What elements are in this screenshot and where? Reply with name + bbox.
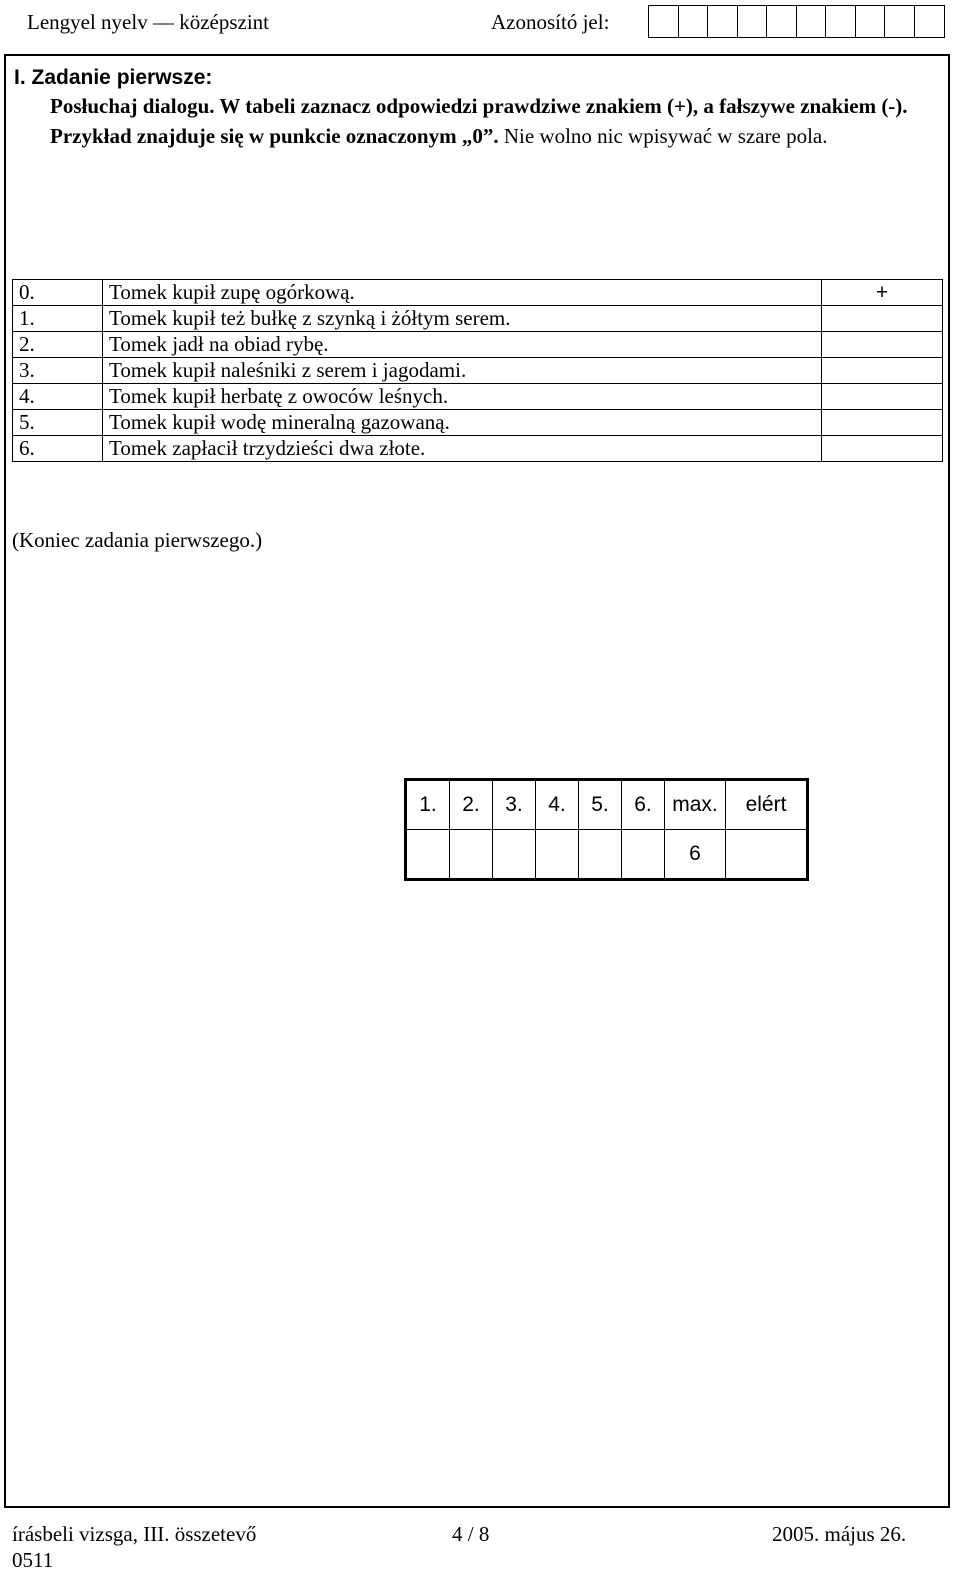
id-box[interactable] (885, 6, 915, 37)
statement-number: 1. (13, 306, 103, 332)
statement-row (13, 358, 943, 384)
id-box[interactable] (679, 6, 709, 37)
score-cell[interactable] (536, 830, 579, 880)
score-cell[interactable] (450, 830, 493, 880)
statement-answer[interactable] (822, 384, 943, 410)
statement-answer[interactable] (822, 410, 943, 436)
statement-row (13, 436, 943, 462)
score-header: 2. (450, 780, 493, 830)
id-box[interactable] (708, 6, 738, 37)
id-box[interactable] (649, 6, 679, 37)
footer-code: 0511 (12, 1548, 54, 1572)
statement-number: 0. (13, 280, 103, 306)
footer-page: 4 / 8 (452, 1522, 490, 1546)
id-box[interactable] (767, 6, 797, 37)
id-boxes (648, 5, 945, 38)
score-table (404, 778, 809, 881)
statement-answer[interactable] (822, 306, 943, 332)
id-box[interactable] (797, 6, 827, 37)
statement-text: Tomek zapłacił trzydzieści dwa złote. (103, 436, 822, 462)
statement-row (13, 410, 943, 436)
score-header: 6. (622, 780, 665, 830)
id-box[interactable] (826, 6, 856, 37)
id-box[interactable] (856, 6, 886, 37)
statement-answer[interactable] (822, 332, 943, 358)
statements-table (12, 279, 943, 462)
header-subject: Lengyel nyelv — középszint (27, 10, 270, 34)
statement-text: Tomek kupił herbatę z owoców leśnych. (103, 384, 822, 410)
statement-text: Tomek kupił zupę ogórkową. (103, 280, 822, 306)
score-cell[interactable] (579, 830, 622, 880)
score-cell[interactable]: 6 (665, 830, 726, 880)
score-header: 5. (579, 780, 622, 830)
score-header: max. (665, 780, 726, 830)
statement-row (13, 280, 943, 306)
statement-text: Tomek kupił naleśniki z serem i jagodami. (103, 358, 822, 384)
statement-number: 3. (13, 358, 103, 384)
statement-number: 6. (13, 436, 103, 462)
end-note: (Koniec zadania pierwszego.) (12, 528, 263, 552)
task-title: I. Zadanie pierwsze: (14, 66, 213, 89)
statement-row (13, 306, 943, 332)
id-box[interactable] (915, 6, 945, 37)
statement-text: Tomek kupił też bułkę z szynką i żółtym serem. (103, 306, 822, 332)
statement-number: 4. (13, 384, 103, 410)
score-cell[interactable] (406, 830, 450, 880)
statement-text: Tomek jadł na obiad rybę. (103, 332, 822, 358)
score-cell[interactable] (493, 830, 536, 880)
task-instruction (50, 91, 930, 151)
header-id-label: Azonosító jel: (491, 10, 610, 34)
id-box[interactable] (738, 6, 768, 37)
statement-row (13, 384, 943, 410)
instruction-normal: Nie wolno nic wpisywać w szare pola. (498, 124, 828, 148)
statement-answer[interactable]: + (822, 280, 943, 306)
statement-answer[interactable] (822, 436, 943, 462)
score-cell[interactable] (726, 830, 808, 880)
statement-answer[interactable] (822, 358, 943, 384)
score-header: 4. (536, 780, 579, 830)
score-header: 3. (493, 780, 536, 830)
score-header: 1. (406, 780, 450, 830)
statement-number: 5. (13, 410, 103, 436)
instruction-bold: Posłuchaj dialogu. W tabeli zaznacz odpowiedzi prawdziwe znakiem (+), a fałszywe znakiem (-). Przykład znajduje się w punkcie oznaczonym „0”. (50, 94, 908, 148)
statement-number: 2. (13, 332, 103, 358)
score-cell[interactable] (622, 830, 665, 880)
score-header: elért (726, 780, 808, 830)
statement-text: Tomek kupił wodę mineralną gazowaną. (103, 410, 822, 436)
footer-exam: írásbeli vizsga, III. összetevő (12, 1522, 257, 1546)
footer-date: 2005. május 26. (772, 1522, 907, 1546)
statement-row (13, 332, 943, 358)
